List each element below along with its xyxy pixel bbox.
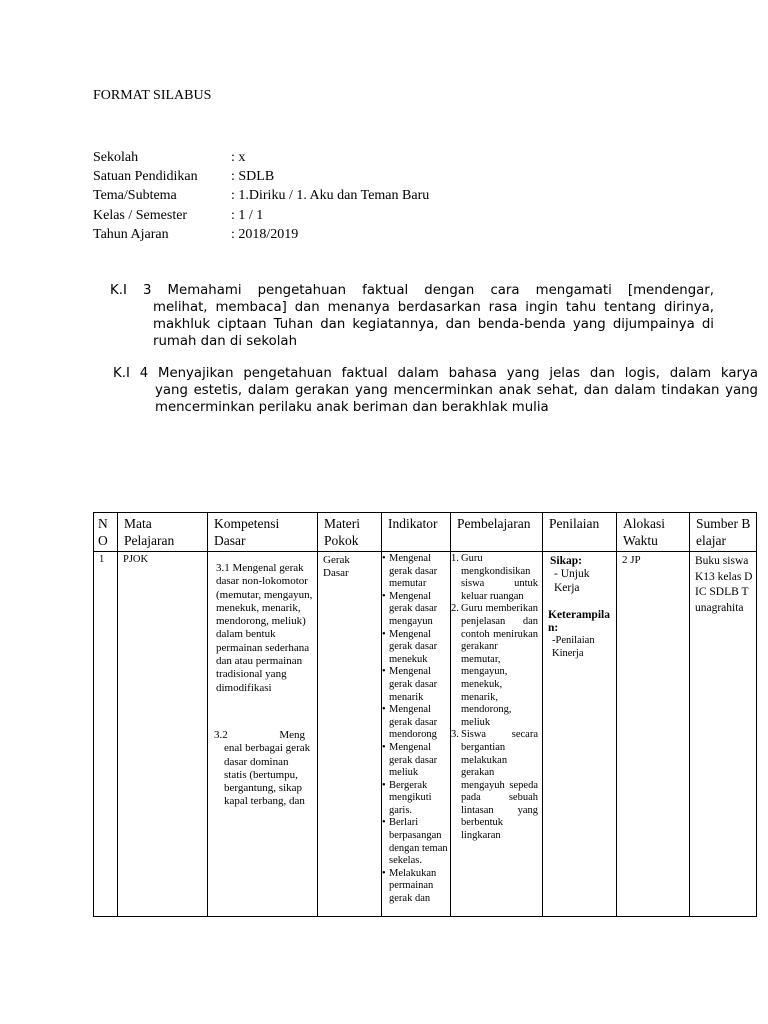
header-sumber-belajar: Sumber Belajar	[690, 513, 757, 552]
info-row-tema-subtema	[93, 188, 429, 204]
subject-name: PJOK	[123, 554, 149, 565]
ki-4-paragraph	[113, 365, 758, 416]
indikator-list	[382, 552, 450, 906]
cell-indikator	[382, 552, 451, 917]
list-item	[451, 603, 538, 729]
step-text: Guru mengkondisikan siswa untuk keluar ruangan	[461, 553, 538, 602]
table-header-row	[94, 513, 757, 552]
cell-no	[94, 552, 118, 917]
step-text: Siswa secara bergantian melakukan gerakan mengayuh sepeda pada sebuah lintasan yang berbentuk lingkaran	[461, 729, 538, 842]
info-row-sekolah	[93, 150, 245, 166]
header-penilaian: Penilaian	[543, 513, 617, 552]
cell-sumber-belajar	[690, 552, 757, 917]
silabus-table	[93, 512, 757, 917]
kd-3-2-first-word: Meng	[279, 728, 305, 741]
list-item: • Mengenal gerak dasar mengayun	[382, 591, 448, 629]
sumber-text: Buku siswa K13 kelas DIC SDLB Tunagrahita	[695, 555, 753, 614]
list-item	[451, 553, 538, 603]
info-label: Tahun Ajaran	[93, 227, 169, 242]
step-text: Guru memberikan penjelasan dan contoh menirukan gerakanr memutar, mengayun, menekuk, menarik, mendorong, meliuk	[461, 603, 538, 728]
list-item: • Berlari berpasangan dengan teman sekelas.	[382, 817, 448, 867]
ki-3-paragraph	[110, 282, 714, 350]
kd-3-2-first-line	[214, 729, 313, 742]
info-label: Kelas / Semester	[93, 208, 188, 223]
header-mata-pelajaran: Mata Pelajaran	[118, 513, 208, 552]
step-number: 2.	[451, 603, 459, 615]
sikap-label: Sikap:	[550, 555, 582, 567]
info-value: : 1.Diriku / 1. Aku dan Teman Baru	[231, 188, 430, 203]
kd-3-2-number: 3.2	[214, 728, 228, 741]
info-value: : x	[231, 150, 246, 165]
list-item: • Mengenal gerak dasar meliuk	[382, 742, 448, 780]
kd-3-2	[208, 695, 317, 809]
ki-3-continuation: melihat, membaca] dan menanya berdasarkan rasa ingin tahu tentang dirinya, makhluk ciptaan Tuhan dan kegiatannya, dan benda-benda yang dijumpainya di rumah dan di sekolah	[153, 300, 714, 349]
list-item: • Mengenal gerak dasar mendorong	[382, 704, 448, 742]
info-label: Tema/Subtema	[93, 188, 177, 203]
ki-4-continuation: yang estetis, dalam gerakan yang mencerminkan anak sehat, dan dalam tindakan yang mencerminkan perilaku anak beriman dan berakhlak mulia	[155, 383, 758, 415]
cell-materi-pokok	[318, 552, 382, 917]
info-value: : 2018/2019	[231, 227, 299, 242]
header-alokasi-waktu: Alokasi Waktu	[617, 513, 690, 552]
info-value: : SDLB	[231, 169, 275, 184]
alokasi-text: 2 JP	[622, 554, 641, 566]
sikap-item: - Unjuk Kerja	[554, 568, 590, 594]
header-no: N O	[94, 513, 118, 552]
list-item: • Bergerak mengikuti garis.	[382, 780, 448, 818]
step-number: 3.	[451, 729, 459, 741]
info-label: Sekolah	[93, 150, 139, 165]
header-indikator: Indikator	[382, 513, 451, 552]
keterampilan-item: -Penilaian Kinerja	[552, 635, 595, 659]
list-item: • Mengenal gerak dasar menarik	[382, 666, 448, 704]
header-kompetensi-dasar: Kompetensi Dasar	[208, 513, 318, 552]
cell-kompetensi-dasar	[208, 552, 318, 917]
cell-alokasi-waktu	[617, 552, 690, 917]
document-title: FORMAT SILABUS	[93, 88, 212, 103]
info-row-satuan-pendidikan	[93, 169, 274, 185]
step-number: 1.	[451, 553, 459, 564]
info-value: : 1 / 1	[231, 208, 264, 223]
cell-pembelajaran	[451, 552, 543, 917]
info-row-tahun-ajaran	[93, 227, 298, 243]
cell-penilaian	[543, 552, 617, 917]
keterampilan-label: Keterampilan:	[548, 609, 610, 634]
kd-3-2-text: enal berbagai gerak dasar dominan statis (bertumpu, bergantung, sikap kapal terbang, dan	[224, 742, 311, 808]
header-pembelajaran: Pembelajaran	[451, 513, 543, 552]
header-materi-pokok: Materi Pokok	[318, 513, 382, 552]
ki-4-first-line: K.I 4 Menyajikan pengetahuan faktual dalam bahasa yang jelas dan logis, dalam karya	[113, 366, 758, 381]
penilaian-block	[543, 552, 616, 660]
info-label: Satuan Pendidikan	[93, 169, 198, 184]
info-row-kelas-semester	[93, 208, 263, 224]
row-number: 1	[99, 554, 105, 565]
list-item: • Mengenal gerak dasar menekuk	[382, 629, 448, 667]
materi-text: Gerak Dasar	[323, 554, 350, 579]
list-item: • Melakukan permainan gerak dan	[382, 868, 448, 906]
ki-3-first-line: K.I 3 Memahami pengetahuan faktual dengan cara mengamati [mendengar,	[110, 283, 714, 298]
table-row	[94, 552, 757, 917]
pembelajaran-list	[451, 552, 542, 843]
cell-mata-pelajaran	[118, 552, 208, 917]
kd-3-1: 3.1 Mengenal gerak dasar non-lokomotor (memutar, mengayun, menekuk, menarik, mendorong, meliuk) dalam bentuk permainan sederhana dan atau permainan tradisional yang dimodifikasi	[216, 562, 313, 694]
list-item: • Mengenal gerak dasar memutar	[382, 553, 448, 591]
list-item	[451, 729, 538, 842]
